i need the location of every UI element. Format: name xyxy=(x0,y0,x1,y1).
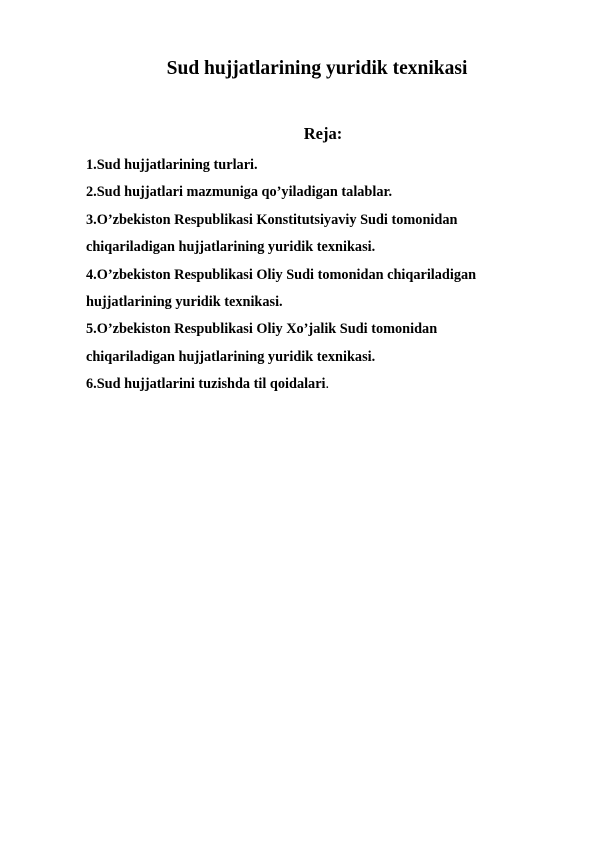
plan-heading: Reja: xyxy=(303,124,343,143)
plan-item: hujjatlarining yuridik texnikasi. xyxy=(86,294,283,311)
plan-item: chiqariladigan hujjatlarining yuridik texnikasi. xyxy=(86,348,376,365)
plan-item-last xyxy=(86,371,556,398)
plan-item: chiqariladigan hujjatlarining yuridik texnikasi. xyxy=(86,239,376,256)
plan-item: 2.Sud hujjatlari mazmuniga qo’yiladigan talablar. xyxy=(86,184,393,201)
plan-item-text: 6.Sud hujjatlarini tuzishda til qoidalari xyxy=(86,376,326,393)
plan-item: 3.O’zbekiston Respublikasi Konstitutsiyaviy Sudi tomonidan xyxy=(86,211,458,228)
plan-item: 4.O’zbekiston Respublikasi Oliy Sudi tomonidan chiqariladigan xyxy=(86,266,477,283)
plan-item-period: . xyxy=(325,376,330,393)
document-title: Sud hujjatlarining yuridik texnikasi xyxy=(166,58,468,79)
plan-item: 1.Sud hujjatlarining turlari. xyxy=(86,157,258,173)
plan-list xyxy=(86,152,556,399)
plan-item: 5.O’zbekiston Respublikasi Oliy Xo’jalik Sudi tomonidan xyxy=(86,321,438,338)
